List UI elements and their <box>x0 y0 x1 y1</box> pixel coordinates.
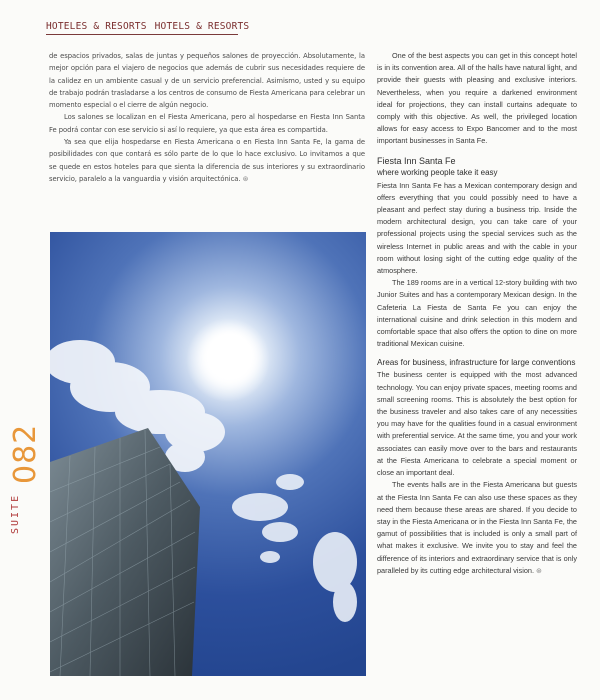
photo-illustration <box>50 232 366 676</box>
english-intro-paragraph: One of the best aspects you can get in this concept hotel is in its convention area. All of the halls have natural light, and provide their guests with pleasing and exclusive interiors. Nevertheless, when you require a darkened environment ideal for projections, they can install curtains adequate to comply with this objective. As well, the privileged location allows for easy access to Expo Bancomer and to the most important businesses in Santa Fe. <box>377 51 577 146</box>
english-paragraph: The 189 rooms are in a vertical 12-story building with two Junior Suites and has a contemporary Mexican design. In the Cafeteria La Fiesta de Santa Fe you can enjoy the international cuisine and drink selection in this modern and comfortable space that also offers the option to dine on more traditional Mexican cuisine. <box>377 278 577 349</box>
spanish-column <box>49 50 365 185</box>
magazine-name: SUITE <box>10 493 21 534</box>
page-number: 082 <box>8 423 43 484</box>
building-sky-photo <box>50 232 366 676</box>
cloud-small <box>232 474 357 622</box>
english-column <box>377 50 577 578</box>
header-label-spanish: HOTELES & RESORTS <box>46 20 147 32</box>
section-heading: Areas for business, infrastructure for large conventions <box>377 358 576 368</box>
section-heading: Fiesta Inn Santa Fe <box>377 155 456 166</box>
header-label-english: HOTELS & RESORTS <box>154 20 250 32</box>
end-mark-icon: ⊛ <box>536 567 542 575</box>
spanish-paragraph <box>49 136 365 185</box>
running-header <box>46 18 250 35</box>
spanish-paragraph-text: Ya sea que elija hospedarse en Fiesta Americana o en Fiesta Inn Santa Fe, la gama de posibilidades con que contará es sólo parte de lo que lo hace exclusivo. Lo invitamos a que se quede en estos hoteles para que sienta la diferencia de sus interiores y su extraordinario servicio, paralelo a la vanguardia y visión arquitectónica. <box>49 138 365 183</box>
end-mark-icon: ⊛ <box>242 174 249 183</box>
spanish-paragraph: de espacios privados, salas de juntas y pequeños salones de proyección. Absolutamente, la mejor opción para el viajero de negocios que además de cubrir sus necesidades requiere de la calidez en un ambiente casual y de un servicio preferencial. Asimismo, usted y su equipo de trabajo podrán trasladarse a los centros de consumo de Fiesta Americana para celebrar un momento especial o el cierre de algún negocio. <box>49 52 365 110</box>
spanish-paragraph: Los salones se localizan en el Fiesta Americana, pero al hospedarse en Fiesta Inn Santa Fe podrá contar con ese servicio si así lo requiere, ya que esta área es compartida. <box>49 113 365 134</box>
english-paragraph-text: The events halls are in the Fiesta Americana but guests at the Fiesta Inn Santa Fe can also use these spaces as they need them because these areas are shared. If you decide to stay in the Fiesta Americana or in the Fiesta Inn Santa Fe, the gamut of possibilities that is included is only a small part of what makes it exclusive. We invite you to stay and feel the difference of its interiors and extraordinary service that is only paralleled by its cutting edge architectural vision. <box>377 480 577 575</box>
english-paragraph: Fiesta Inn Santa Fe has a Mexican contemporary design and offers everything that you could possibly need to have a pleasant and perfect stay during a business trip. Inside the modern architectural design, you can take care of your professional projects using the special services such as the wireless Internet in public areas and with the cable in your room without losing sight of the cutting edge quality of the atmosphere. <box>377 180 577 276</box>
english-paragraph: The business center is equipped with the most advanced technology. You can enjoy private spaces, meeting rooms and small screening rooms. This is absolutely the best option for the business traveler and also takes care of any necessities you may have for the qualities found in a casual environment with preferential service. At the same time, you and your work associates can easily move over to the bars and restaurants at the Fiesta Americana to celebrate a special moment or close an important deal. <box>377 370 577 478</box>
page-folio <box>4 410 44 560</box>
sun-icon <box>186 318 270 402</box>
english-paragraph <box>377 479 577 578</box>
section-subheading: where working people take it easy <box>377 167 498 177</box>
